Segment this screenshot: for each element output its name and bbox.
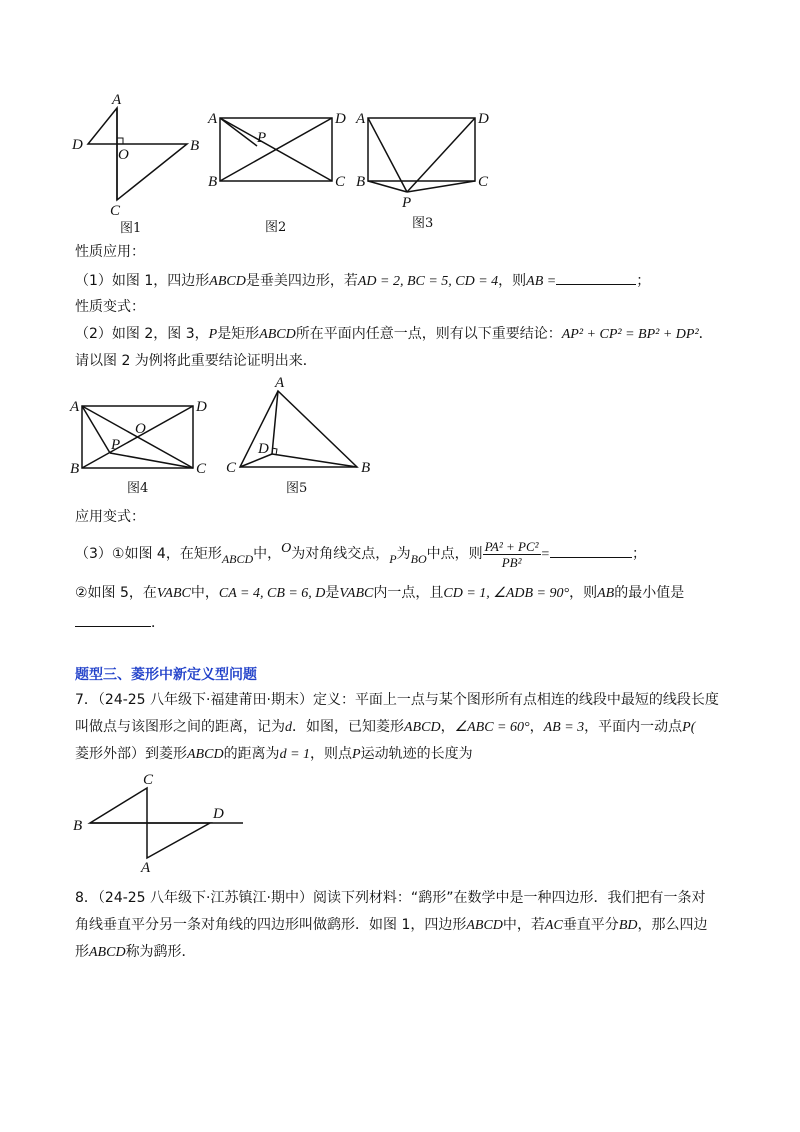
label-P: P bbox=[257, 130, 267, 146]
q8-text: 形 bbox=[75, 944, 89, 960]
q2-quad-name: ABCD bbox=[259, 327, 296, 342]
q3-equals: = bbox=[540, 547, 550, 562]
q1-ask: AB = bbox=[526, 274, 557, 289]
q3b-mid: 中， bbox=[190, 585, 219, 601]
label-A: A bbox=[356, 111, 366, 127]
figure-1 bbox=[60, 92, 210, 236]
label-O: O bbox=[118, 147, 129, 163]
q2-mid: 是矩形 bbox=[217, 326, 260, 342]
q1-suffix: ，则 bbox=[498, 273, 527, 289]
q3-fraction bbox=[483, 539, 541, 570]
q2-end: ． bbox=[698, 326, 713, 342]
figure-4 bbox=[65, 395, 215, 500]
answer-blank bbox=[556, 270, 636, 285]
caption-fig3: 图3 bbox=[412, 216, 434, 231]
section-application-variant: 应用变式： bbox=[75, 509, 145, 525]
q3-point-o: O bbox=[281, 541, 292, 556]
label-C: C bbox=[478, 174, 489, 190]
label-D: D bbox=[335, 111, 346, 127]
q7-rhombus-name: ABCD bbox=[404, 720, 441, 735]
q3b-mid2: 是 bbox=[325, 585, 340, 601]
q3-end: ； bbox=[631, 546, 646, 562]
q7-angle: ∠ABC = 60° bbox=[454, 720, 530, 735]
label-A: A bbox=[70, 399, 80, 415]
q7-text: ，则点 bbox=[310, 746, 353, 762]
label-A: A bbox=[208, 111, 218, 127]
q3b-triangle2: VABC bbox=[339, 586, 374, 601]
q3b-mid4: ，则 bbox=[569, 585, 598, 601]
q8-diagonal-ac: AC bbox=[544, 918, 563, 933]
label-B: B bbox=[70, 461, 80, 477]
question-1 bbox=[75, 270, 650, 292]
q3b-condition2: CD = 1, ∠ADB = 90° bbox=[443, 586, 570, 601]
q7-rhombus-name: ABCD bbox=[187, 747, 224, 762]
label-A: A bbox=[141, 860, 151, 876]
q7-distance: d = 1 bbox=[279, 747, 311, 762]
q8-text: 中，若 bbox=[502, 917, 545, 933]
section-property-application: 性质应用： bbox=[75, 244, 145, 260]
label-D: D bbox=[196, 399, 207, 415]
q3b-mid3: 内一点，且 bbox=[373, 585, 444, 601]
question-3-part2-line2 bbox=[75, 612, 165, 633]
q2-prefix: （2）如图 2，图 3， bbox=[75, 326, 209, 342]
fraction-numerator: PA² + PC² bbox=[484, 538, 539, 554]
figure-2 bbox=[205, 105, 355, 235]
q7-point-p: P( bbox=[682, 720, 696, 735]
q7-side: AB = 3 bbox=[543, 720, 585, 735]
label-D: D bbox=[213, 806, 224, 822]
label-P: P bbox=[111, 437, 121, 453]
q2-mid2: 所在平面内任意一点，则有以下重要结论： bbox=[295, 326, 562, 342]
q1-condition: AD = 2, BC = 5, CD = 4 bbox=[357, 274, 499, 289]
q7-text: 运动轨迹的长度为 bbox=[360, 746, 473, 762]
figure-rhombus bbox=[65, 768, 255, 876]
label-A: A bbox=[275, 375, 285, 391]
figure-5 bbox=[220, 375, 380, 500]
question-2-line2: 请以图 2 为例将此重要结论证明出来． bbox=[75, 353, 317, 369]
label-O: O bbox=[135, 421, 146, 437]
q3-mid: 中， bbox=[253, 546, 282, 562]
q1-end: ； bbox=[636, 273, 651, 289]
question-7-line3 bbox=[75, 744, 473, 765]
q3-mid4: 中点，则 bbox=[426, 546, 483, 562]
q3b-end: 的最小值是 bbox=[614, 585, 685, 601]
q3-rect-name: ABCD bbox=[221, 552, 254, 566]
section-property-variant: 性质变式： bbox=[75, 299, 145, 315]
label-C: C bbox=[143, 772, 154, 788]
label-D: D bbox=[478, 111, 489, 127]
q7-text: ， bbox=[440, 719, 455, 735]
caption-fig5: 图5 bbox=[286, 481, 308, 496]
answer-blank bbox=[75, 612, 151, 627]
q3-segment-bo: BO bbox=[410, 552, 427, 566]
label-C: C bbox=[226, 460, 237, 476]
q2-point-p: P bbox=[208, 327, 218, 342]
q7-text: ．如图，已知菱形 bbox=[292, 719, 404, 735]
q1-mid: 是垂美四边形，若 bbox=[245, 273, 358, 289]
q3-mid2: 为对角线交点， bbox=[291, 546, 390, 562]
label-B: B bbox=[356, 174, 366, 190]
q3-point-p: P bbox=[389, 552, 397, 566]
q7-text: ， bbox=[529, 719, 544, 735]
q7-point-p: P bbox=[352, 747, 361, 762]
question-7-line1: 7．（24-25 八年级下·福建莆田·期末）定义：平面上一点与某个图形所有点相连的线段中最短的线段长度 bbox=[75, 692, 719, 708]
label-D: D bbox=[72, 137, 83, 153]
q7-text: 的距离为 bbox=[223, 746, 280, 762]
label-C: C bbox=[196, 461, 207, 477]
question-8-line2 bbox=[75, 915, 707, 936]
label-B: B bbox=[208, 174, 218, 190]
q3-prefix: （3）①如图 4，在矩形 bbox=[75, 546, 222, 562]
label-B: B bbox=[361, 460, 371, 476]
section-heading: 题型三、菱形中新定义型问题 bbox=[75, 667, 257, 683]
question-3-part2 bbox=[75, 583, 684, 604]
label-B: B bbox=[73, 818, 83, 834]
q3-mid3: 为 bbox=[396, 546, 411, 562]
label-C: C bbox=[110, 203, 121, 219]
q1-quad-name: ABCD bbox=[209, 274, 246, 289]
q8-text: ，那么四边 bbox=[637, 917, 708, 933]
label-D: D bbox=[258, 441, 269, 457]
q7-text: 叫做点与该图形之间的距离，记为 bbox=[75, 719, 285, 735]
question-7-line2 bbox=[75, 717, 695, 738]
caption-fig1: 图1 bbox=[120, 221, 142, 236]
q8-text: 垂直平分 bbox=[562, 917, 619, 933]
q3b-condition: CA = 4, CB = 6, D bbox=[218, 586, 326, 601]
answer-blank bbox=[550, 543, 632, 558]
fraction-denominator: PB² bbox=[501, 554, 522, 570]
figure-3 bbox=[350, 105, 500, 235]
q7-text: 菱形外部）到菱形 bbox=[75, 746, 187, 762]
q8-text: 称为鹞形． bbox=[125, 944, 196, 960]
q1-prefix: （1）如图 1，四边形 bbox=[75, 273, 210, 289]
label-A: A bbox=[112, 92, 122, 108]
q3b-end2: ． bbox=[151, 615, 165, 631]
question-8-line1: 8．（24-25 八年级下·江苏镇江·期中）阅读下列材料：“鹞形”在数学中是一种四边形．我们把有一条对 bbox=[75, 890, 706, 906]
caption-fig4: 图4 bbox=[127, 481, 149, 496]
q8-text: 角线垂直平分另一条对角线的四边形叫做鹞形．如图 1，四边形 bbox=[75, 917, 467, 933]
label-C: C bbox=[335, 174, 346, 190]
caption-fig2: 图2 bbox=[265, 220, 287, 235]
question-2 bbox=[75, 324, 713, 345]
q3b-prefix: ②如图 5，在 bbox=[75, 585, 157, 601]
q2-formula: AP² + CP² = BP² + DP² bbox=[561, 327, 699, 342]
q8-quad-name: ABCD bbox=[466, 918, 503, 933]
question-8-line3 bbox=[75, 942, 196, 963]
q8-diagonal-bd: BD bbox=[618, 918, 638, 933]
question-3-part1 bbox=[75, 538, 646, 571]
q7-text: ，平面内一动点 bbox=[584, 719, 683, 735]
label-B: B bbox=[190, 138, 200, 154]
label-P: P bbox=[402, 195, 412, 211]
q3b-segment-ab: AB bbox=[597, 586, 615, 601]
q7-symbol-d: d bbox=[285, 720, 292, 735]
q3b-triangle: VABC bbox=[156, 586, 191, 601]
q8-quad-name: ABCD bbox=[89, 945, 126, 960]
